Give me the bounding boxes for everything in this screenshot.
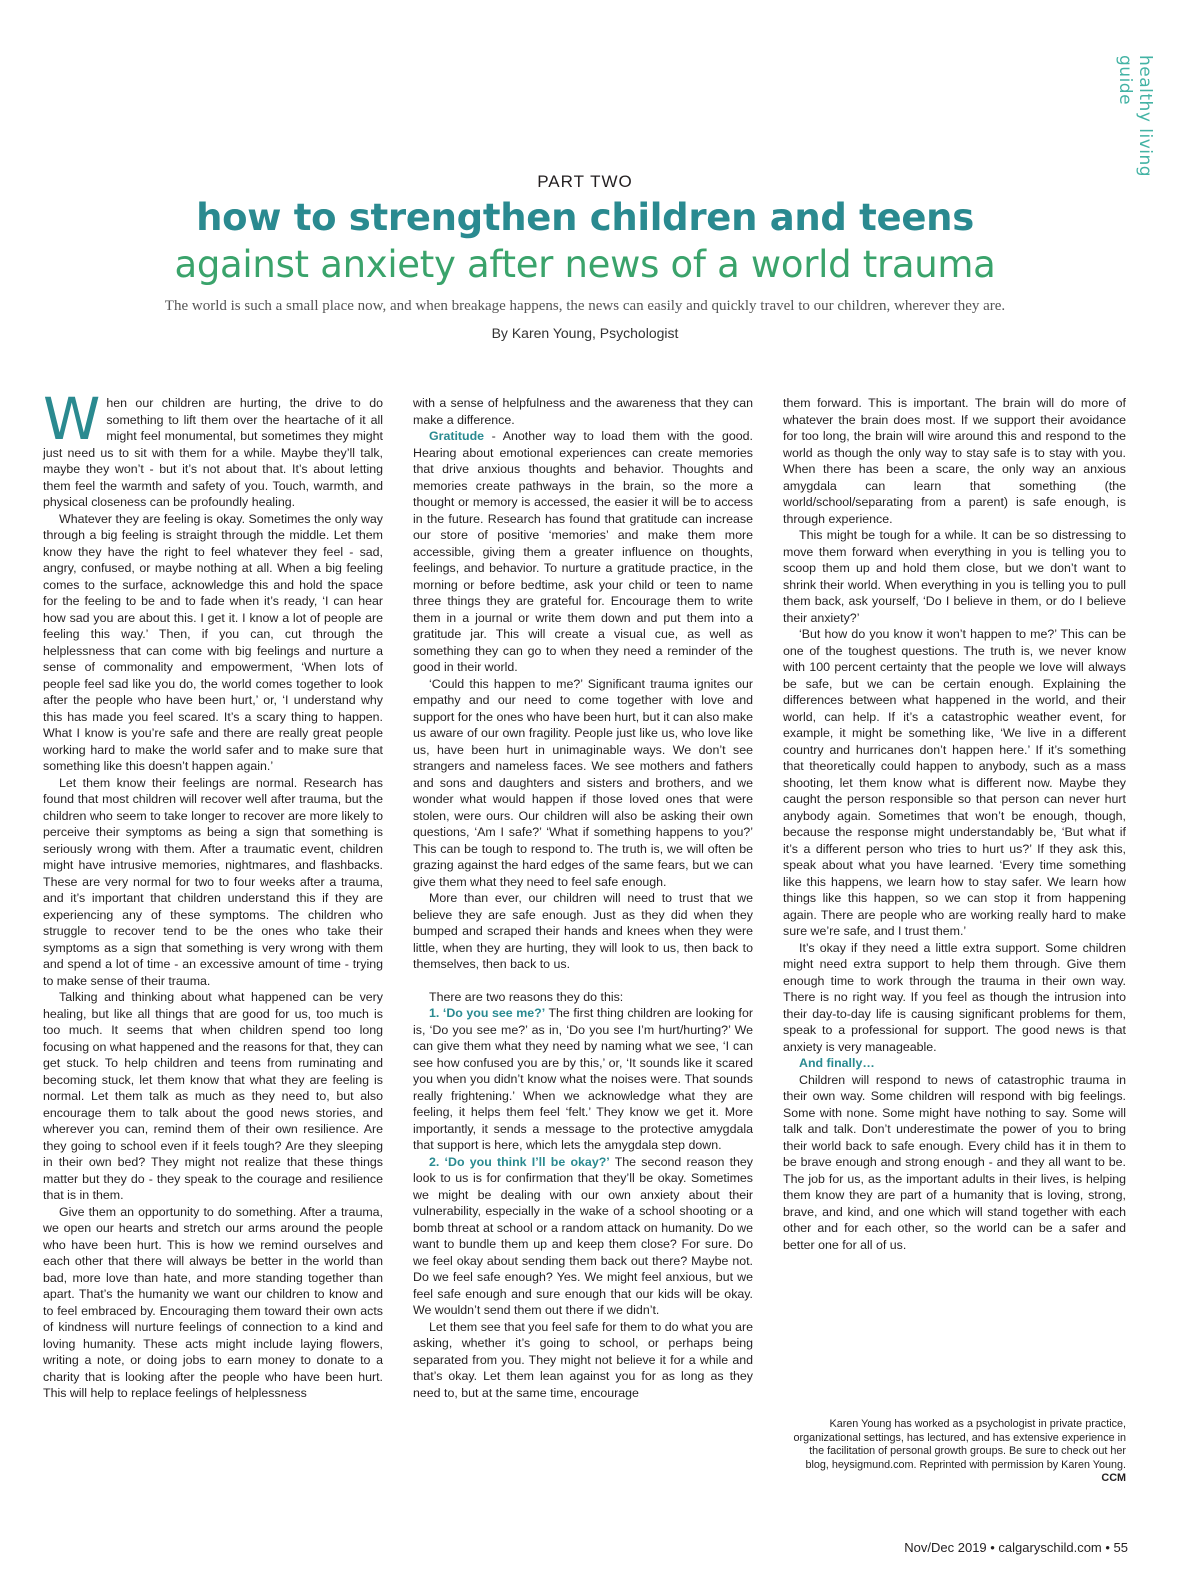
paragraph: them forward. This is important. The brain will do more of whatever the brain does most. If we support their avoidance for too long, the brain will wire around this and respond to the world as though the only way to stay safe is to stay with you. When there has been a scare, the only way an anxious amygdala can learn that something (the world/school/separating from a parent) is safe enough, is through experience. bbox=[783, 396, 1126, 526]
drop-cap: W bbox=[43, 385, 101, 453]
paragraph-text: - Another way to load them with the good. Hearing about emotional experiences can create memories that drive anxious thoughts and behavior. Thoughts and memories create pathways in the brain, so the more a thought or memory is accessed, the easier it will be to access in the future. Research has found that gratitude can increase our store of positive ‘memories’ and make them more accessible, giving them a greater influence on thoughts, feelings, and behavior. To nurture a gratitude practice, in the morning or before bedtime, ask your child or teen to name three things they are grateful for. Encourage them to write them in a journal or write them down and put them into a gratitude jar. This will create a visual cue, as well as something they can go to when they need a reminder of the good in their world. bbox=[413, 429, 753, 674]
paragraph bbox=[413, 428, 753, 676]
section-tab: healthy living guide bbox=[1115, 55, 1155, 178]
article-header bbox=[0, 172, 1170, 341]
paragraph bbox=[413, 1154, 753, 1319]
paragraph: There are two reasons they do this: bbox=[429, 989, 624, 1004]
paragraph: Talking and thinking about what happened can be very healing, but like all things that are good for us, too much is too much. It seems that when children spend too long focusing on what happened and the reasons for that, they can get stuck. To help children and teens from ruminating and becoming stuck, let them know that what they are feeling is normal. Let them talk as much as they need to, but also encourage them to talk about the good news stories, and wherever you can, remind them of their own resilience. Are they going to school even if it feels tough? Are they sleeping in their own bed? They might not realize that these things matter but they do - they speak to the courage and resilience that is in them. bbox=[43, 990, 383, 1202]
paragraph: Children will respond to news of catastrophic trauma in their own way. Some children will respond with big feelings. Some with none. Some might have nothing to say. Some will talk and talk. Don’t underestimate the power of you to bring their world back to safe enough. Every child has it in them to be brave enough and strong enough - and they all want to be. The job for us, as the important adults in their lives, is helping them know they are part of a humanity that is loving, strong, brave, and kind, and one which will stand together with each other and for each other, so the world can be a safer and better one for all of us. bbox=[783, 1072, 1126, 1252]
author-bio bbox=[790, 1418, 1126, 1486]
column-3 bbox=[783, 395, 1126, 1253]
subheading: And finally… bbox=[799, 1056, 875, 1070]
paragraph-text: hen our children are hurting, the drive to do something to lift them over the heartache of it all might feel monumental, but sometimes they might just need us to sit with them for a while. Maybe they’ll talk, maybe they won’t - but it’s not about that. It’s about letting them feel the warmth and safety of you. Touch, warmth, and physical closeness can be profoundly healing. bbox=[43, 396, 383, 509]
paragraph: ‘Could this happen to me?’ Significant trauma ignites our empathy and our need to come together with love and support for the ones who have been hurt, but it can also make us aware of our own fragility. People just like us, who love like us, have been hurt in unimaginable ways. We don’t see strangers and nameless faces. We see mothers and fathers and sons and daughters and sisters and brothers, and we wonder what would happen if those loved ones that were stolen, were ours. Our children will also be asking their own questions, ‘Am I safe?’ ‘What if something happens to you?’ This can be tough to respond to. The truth is, we will often be grazing against the hard edges of the same fears, but we can give them what they need to feel safe enough. bbox=[413, 676, 753, 889]
title-line-1: how to strengthen children and teens bbox=[196, 196, 974, 239]
part-label: PART TWO bbox=[537, 172, 633, 191]
paragraph-text: The first thing children are looking for is, ‘Do you see me?’ as in, ‘Do you see I’m hurt/hurting?’ We can give them what they need by naming what we see, ‘I can see how confused you are by this,’ or, ‘It sounds like it scared you when you didn’t know what the noises were. That sounds really frightening.’ When we acknowledge what they are feeling, it helps them feel ‘felt.’ They know we get it. More importantly, it sends a message to the protective amygdala that support is here, which lets the amygdala step down. bbox=[413, 1006, 754, 1152]
bio-text: Karen Young has worked as a psychologist in private practice, organizational settings, has lectured, and has extensive experience in the facilitation of personal growth groups. Be sure to check out her blog, heysigmund.com. Reprinted with permission by Karen Young. bbox=[793, 1418, 1126, 1471]
paragraph: with a sense of helpfulness and the awareness that they can make a difference. bbox=[413, 396, 753, 427]
paragraph: More than ever, our children will need to trust that we believe they are safe enough. Just as they did when they bumped and scraped their hands and knees when they were little, when they are hurting, they will look to us, then back to themselves, then back to us. bbox=[413, 891, 753, 971]
paragraph: Give them an opportunity to do something. After a trauma, we open our hearts and stretch our arms around the people who have been hurt. This is how we remind ourselves and each other that there will always be better in the world than bad, more love than hate, and more standing together than apart. That’s the humanity we want our children to know and to feel embraced by. Encouraging them toward their own acts of kindness will nurture feelings of connection to a kind and loving humanity. These acts might include laying flowers, writing a note, or doing jobs to earn money to donate to a charity that is looking after the people who have been hurt. This will help to replace feelings of helplessness bbox=[43, 1204, 383, 1400]
column-2 bbox=[413, 395, 753, 1401]
paragraph: It’s okay if they need a little extra support. Some children might need extra support to help them through. Give them enough time to work through the trauma in their own way. There is no right way. If you feel as though the intrusion into their day-to-day life is causing significant problems for them, speak to a professional for support. The good news is that anxiety is very manageable. bbox=[783, 940, 1126, 1054]
byline: By Karen Young, Psychologist bbox=[491, 325, 679, 341]
deck: The world is such a small place now, and when breakage happens, the news can easily and quickly travel to our children, wherever they are. bbox=[164, 298, 1006, 314]
column-1 bbox=[43, 385, 383, 1402]
paragraph: ‘But how do you know it won’t happen to me?’ This can be one of the toughest questions. The truth is, we never know with 100 percent certainty that the people we love will always be safe, but we can be certain enough. Explaining the differences between what happened in the world, and their world, can help. If it’s a catastrophic weather event, for example, it might be something like, ‘We live in a different country and hurricanes don’t happen here.’ If it’s something that theoretically could happen to anybody, such as a mass shooting, let them know what is different now. Maybe they caught the person responsible so that person can never hurt anybody again. Sometimes that won’t be enough, though, because the response might understandably be, ‘But what if it’s a different person who tries to hurt us?’ If they ask this, speak about what you have learned. ‘Every time something like this happens, we learn how to stay safer. We learn how things like this happen, so we can stop it from happening again. There are people who are working really hard to make sure we’re safe, and I trust them.’ bbox=[783, 627, 1126, 938]
gratitude-label: Gratitude bbox=[429, 429, 485, 443]
paragraph-text: The second reason they look to us is for confirmation that they’ll be okay. Sometimes we might be dealing with our own anxiety about their vulnerability, especially in the wake of a school shooting or a bomb threat at school or a random attack on humanity. Do we want to bundle them up and keep them close? For sure. Do we feel okay about sending them back out there? Maybe not. Do we feel safe enough? Yes. We might feel anxious, but we feel safe enough and sure enough that our kids will be okay. We wouldn’t send them out there if we didn’t. bbox=[413, 1154, 753, 1317]
magazine-signature: CCM bbox=[1101, 1472, 1126, 1484]
title-line-2: against anxiety after news of a world trauma bbox=[174, 243, 996, 286]
paragraph: This might be tough for a while. It can be so distressing to move them forward when everything in you is telling you to scoop them up and hold them close, but we don’t want to shrink their world. When everything in you is telling you to pull them back, ask yourself, ‘Do I believe in them, or do I believe their anxiety?’ bbox=[783, 528, 1126, 625]
paragraph bbox=[413, 1005, 753, 1154]
paragraph bbox=[43, 385, 383, 511]
page-footer: Nov/Dec 2019 • calgaryschild.com • 55 bbox=[904, 1540, 1128, 1555]
question-1-label: 1. ‘Do you see me?’ bbox=[429, 1006, 546, 1020]
paragraph: Let them know their feelings are normal. Research has found that most children will recover well after trauma, but the children who seem to take longer to recover are more likely to perceive their symptoms as being a sign that something is seriously wrong with them. After a traumatic event, children might have intrusive memories, nightmares, and flashbacks. These are very normal for two to four weeks after a trauma, and it’s important that children understand this if they are experiencing any of these symptoms. The children who struggle to recover tend to be the ones who take their symptoms as a sign that something is very wrong with them and spend a lot of time - an excessive amount of time - trying to make sense of their trauma. bbox=[43, 775, 383, 988]
paragraph: Whatever they are feeling is okay. Sometimes the only way through a big feeling is straight through the middle. Let them know they have the right to feel whatever they feel - sad, angry, confused, or maybe nothing at all. When a big feeling comes to the surface, acknowledge this and hold the space for the feeling to be and to fade when it’s ready, ‘I can hear how sad you are about this. I get it. I know a lot of people are feeling this way.’ Then, if you can, cut through the helplessness that can come with big feelings and nurture a sense of commonality and empowerment, ‘When lots of people feel sad like you do, the world comes together to look after the people who have been hurt,’ or, ‘I understand why this has made you feel scared. It’s a scary thing to happen. What I know is you’re safe and there are really great people working hard to make the world safer and to make sure that something like this doesn’t happen again.’ bbox=[43, 511, 383, 773]
question-2-label: 2. ‘Do you think I’ll be okay?’ bbox=[429, 1154, 610, 1169]
paragraph: Let them see that you feel safe for them to do what you are asking, whether it’s going to school, or perhaps being separated from you. They might not believe it for a while and that’s okay. Let them lean against you for as long as they need to, but at the same time, encourage bbox=[413, 1319, 753, 1400]
